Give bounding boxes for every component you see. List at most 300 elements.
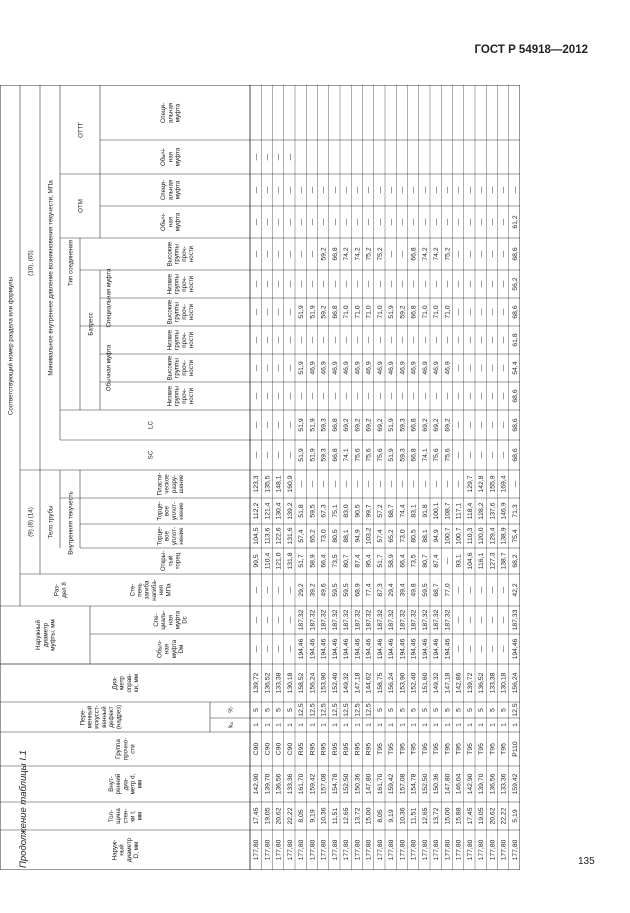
table-cell: — <box>500 645 508 653</box>
table-cell: 91,8 <box>421 504 429 518</box>
table-cell: 161,70 <box>376 773 384 795</box>
table-cell: 177,80 <box>421 839 429 861</box>
table-cell: 159,42 <box>388 773 396 795</box>
table-cell: 194,46 <box>433 638 441 660</box>
header-defect: Пере-менныйискусст-венныйдефект(надрез) <box>79 704 123 730</box>
table-cell: — <box>478 280 486 288</box>
table-cell: 194,46 <box>511 638 519 660</box>
table-cell: — <box>286 392 294 400</box>
table-cell: 146,9 <box>500 502 508 520</box>
table-cell: — <box>410 480 418 488</box>
table-cell: 71,0 <box>421 305 429 319</box>
table-cell: 1 <box>365 723 373 727</box>
table-cell: — <box>275 421 283 429</box>
table-cell: 17,45 <box>466 807 474 825</box>
table-cell: — <box>388 336 396 344</box>
table-cell: 68,7 <box>433 583 441 597</box>
table-cell: 8,05 <box>298 809 306 823</box>
table-cell: 151,60 <box>421 672 429 694</box>
table-cell: — <box>478 308 486 316</box>
table-cell: 157,08 <box>399 773 407 795</box>
header-ref-9-8-14: (9) (8) (14) <box>27 507 35 537</box>
header-otm: ОТМ <box>77 199 85 213</box>
table-cell: 9,19 <box>309 809 317 823</box>
table-cell: — <box>264 645 272 653</box>
table-cell: 65,2 <box>388 529 396 543</box>
table-cell: 71,0 <box>354 305 362 319</box>
table-cell: 138,9 <box>500 527 508 545</box>
table-cell: 66,4 <box>399 554 407 568</box>
table-cell: — <box>455 392 463 400</box>
table-cell: 187,32 <box>388 609 396 631</box>
table-cell: 80,5 <box>410 529 418 543</box>
table-cell: — <box>388 250 396 258</box>
table-cell: 177,80 <box>478 839 486 861</box>
table-cell: 12,5 <box>354 703 362 717</box>
table-cell: — <box>264 218 272 226</box>
table-cell: 59,5 <box>343 583 351 597</box>
header-inner-yield: Внутренняя текучесть <box>67 491 75 555</box>
table-cell: — <box>399 392 407 400</box>
table-cell: — <box>388 480 396 488</box>
table-cell: 46,9 <box>399 361 407 375</box>
table-cell: 71,0 <box>376 305 384 319</box>
table-cell: 112,2 <box>253 502 261 520</box>
table-cell: — <box>286 336 294 344</box>
header-plastic: Пласти-ческоеразру-шение <box>156 472 186 496</box>
table-cell: — <box>331 186 339 194</box>
table-cell: 1 <box>298 723 306 727</box>
table-cell: 117,1 <box>455 502 463 520</box>
table-cell: — <box>275 392 283 400</box>
table-cell: — <box>331 336 339 344</box>
table-cell: 12,5 <box>298 703 306 717</box>
table-cell: 187,32 <box>354 609 362 631</box>
table-cell: 61,8 <box>511 333 519 347</box>
table-cell: 136,56 <box>489 773 497 795</box>
table-cell: — <box>500 218 508 226</box>
table-cell: — <box>489 336 497 344</box>
table-cell: 177,80 <box>399 839 407 861</box>
table-cell: 104,5 <box>253 527 261 545</box>
table-cell: 147,18 <box>444 672 452 694</box>
table-cell: 194,46 <box>388 638 396 660</box>
table-cell: 5 <box>376 708 384 712</box>
table-cell: — <box>298 218 306 226</box>
table-cell: — <box>421 186 429 194</box>
table-cell: 12,5 <box>320 703 328 717</box>
table-cell: 1 <box>343 723 351 727</box>
table-cell: 42,2 <box>511 583 519 597</box>
table-cell: 59,5 <box>331 583 339 597</box>
table-cell: 177,80 <box>433 839 441 861</box>
table-cell: 133,38 <box>275 672 283 694</box>
table-cell: 150,36 <box>354 773 362 795</box>
table-cell: 127,3 <box>489 552 497 570</box>
table-cell: — <box>264 153 272 161</box>
header-closed-end: Торце-воеуплот-нение <box>156 526 186 546</box>
header-pipe-body: Тело трубы <box>47 505 55 539</box>
table-cell: 66,4 <box>320 554 328 568</box>
table-cell: 194,46 <box>421 638 429 660</box>
table-cell: — <box>264 250 272 258</box>
table-cell: — <box>354 480 362 488</box>
table-cell: 75,6 <box>365 448 373 462</box>
table-cell: 69,2 <box>365 418 373 432</box>
table-cell: 187,32 <box>309 609 317 631</box>
table-cell: 149,32 <box>343 672 351 694</box>
table-cell: 57,2 <box>376 504 384 518</box>
header-yield: Сте-пеньзагибанагиба-нияМПа <box>129 579 173 601</box>
table-cell: 51,7 <box>298 554 306 568</box>
table-cell: 71,0 <box>343 305 351 319</box>
header-low-grade-3: Низкиегруппыпроч-ности <box>166 273 196 295</box>
table-cell: 194,46 <box>376 638 384 660</box>
table-cell: 99,7 <box>365 504 373 518</box>
table-cell: 71,0 <box>365 305 373 319</box>
table-cell: 59,2 <box>320 305 328 319</box>
table-cell: T95 <box>478 743 486 755</box>
table-cell: 104,6 <box>466 552 474 570</box>
table-cell: — <box>455 616 463 624</box>
header-buttress: Батресс <box>87 312 95 336</box>
table-cell: 130,18 <box>286 672 294 694</box>
table-cell: — <box>275 218 283 226</box>
table-cell: 135,5 <box>264 475 272 493</box>
table-cell: — <box>253 364 261 372</box>
table-cell: — <box>253 308 261 316</box>
table-cell: 46,9 <box>365 361 373 375</box>
table-cell: R95 <box>309 742 317 756</box>
table-cell: R95 <box>320 742 328 756</box>
table-cell: — <box>264 308 272 316</box>
table-cell: 152,50 <box>343 773 351 795</box>
header-conn-type: Тип соединения <box>67 239 75 287</box>
table-cell: — <box>298 480 306 488</box>
table-cell: 149,32 <box>433 672 441 694</box>
table-cell: 9,19 <box>388 809 396 823</box>
table-cell: 12,65 <box>343 807 351 825</box>
table-cell: — <box>354 392 362 400</box>
table-cell: — <box>264 421 272 429</box>
table-cell: — <box>343 392 351 400</box>
table-cell: 69,2 <box>444 418 452 432</box>
table-cell: — <box>444 186 452 194</box>
table-cell: — <box>376 336 384 344</box>
table-cell: — <box>466 308 474 316</box>
table-cell: 59,3 <box>399 418 407 432</box>
table-cell: T95 <box>500 743 508 755</box>
table-cell: C90 <box>286 742 294 756</box>
table-cell: 54,4 <box>511 361 519 375</box>
table-cell: — <box>264 336 272 344</box>
table-cell: 139,72 <box>466 672 474 694</box>
table-cell: 46,9 <box>331 361 339 375</box>
header-normal-coupling: Обычная муфта <box>105 344 113 392</box>
table-cell: 5 <box>253 708 261 712</box>
table-cell: 5 <box>500 708 508 712</box>
table-cell: — <box>455 250 463 258</box>
table-cell: T95 <box>410 743 418 755</box>
table-cell: 1 <box>286 723 294 727</box>
table-cell: 147,80 <box>365 773 373 795</box>
header-kd: kₐ <box>227 722 235 728</box>
table-cell: — <box>253 451 261 459</box>
table-cell: 66,8 <box>331 247 339 261</box>
table-cell: 177,80 <box>298 839 306 861</box>
table-cell: — <box>253 421 261 429</box>
rotated-table <box>0 85 520 870</box>
table-cell: — <box>455 645 463 653</box>
table-cell: — <box>343 336 351 344</box>
table-cell: — <box>444 392 452 400</box>
table-cell: — <box>331 480 339 488</box>
standard-code: ГОСТ Р 54918—2012 <box>474 44 588 56</box>
table-cell: — <box>354 336 362 344</box>
table-cell: 139,70 <box>478 773 486 795</box>
table-cell: — <box>388 218 396 226</box>
table-cell: 177,80 <box>410 839 418 861</box>
table-cell: — <box>466 218 474 226</box>
table-cell: 177,80 <box>365 839 373 861</box>
table-cell: 8,05 <box>376 809 384 823</box>
table-cell: 22,22 <box>286 807 294 825</box>
table-cell: 74,2 <box>421 247 429 261</box>
table-cell: — <box>253 586 261 594</box>
table-cell: 56,2 <box>511 277 519 291</box>
table-cell: 94,9 <box>433 529 441 543</box>
table-cell: — <box>354 280 362 288</box>
table-cell: 194,46 <box>343 638 351 660</box>
table-cell: — <box>343 280 351 288</box>
table-cell: 58,9 <box>309 554 317 568</box>
table-cell: 66,8 <box>331 418 339 432</box>
table-cell: 75,2 <box>365 247 373 261</box>
table-cell: 68,6 <box>511 418 519 432</box>
table-cell: — <box>489 451 497 459</box>
table-cell: — <box>455 586 463 594</box>
table-cell: 131,6 <box>286 527 294 545</box>
table-cell: 67,3 <box>320 504 328 518</box>
table-cell: — <box>286 186 294 194</box>
table-cell: — <box>275 250 283 258</box>
table-cell: 83,0 <box>343 504 351 518</box>
page-number: 135 <box>578 856 595 867</box>
header-wall: Тол-щинастен-ки t,мм <box>107 808 144 824</box>
table-cell: C90 <box>253 742 261 756</box>
table-cell: 142,90 <box>253 773 261 795</box>
table-cell: 39,2 <box>309 583 317 597</box>
table-cell: — <box>478 616 486 624</box>
table-cell: 68,6 <box>511 389 519 403</box>
table-cell: 12,5 <box>331 703 339 717</box>
table-cell: — <box>253 280 261 288</box>
table-cell: 71,0 <box>444 305 452 319</box>
table-cell: 187,32 <box>421 609 429 631</box>
table-cell: 155,9 <box>489 475 497 493</box>
table-cell: 187,33 <box>511 609 519 631</box>
table-cell: 159,42 <box>511 773 519 795</box>
table-cell: — <box>286 421 294 429</box>
table-cell: 17,45 <box>253 807 261 825</box>
table-cell: 66,8 <box>410 418 418 432</box>
table-cell: 46,9 <box>354 361 362 375</box>
table-cell: 130,18 <box>500 672 508 694</box>
table-cell: 1 <box>410 723 418 727</box>
table-cell: — <box>511 186 519 194</box>
table-cell: 194,46 <box>354 638 362 660</box>
table-cell: 12,5 <box>309 703 317 717</box>
table-cell: 150,36 <box>433 773 441 795</box>
table-cell: — <box>343 218 351 226</box>
table-cell: 13,72 <box>354 807 362 825</box>
table-cell: — <box>253 645 261 653</box>
table-cell: 139,70 <box>264 773 272 795</box>
table-cell: 139,72 <box>253 672 261 694</box>
table-cell: 12,5 <box>365 703 373 717</box>
table-cell: 74,1 <box>343 448 351 462</box>
table-cell: 5 <box>410 708 418 712</box>
table-cell: 80,5 <box>331 529 339 543</box>
table-cell: — <box>478 451 486 459</box>
table-cell: 15,00 <box>444 807 452 825</box>
table-cell: 1 <box>455 723 463 727</box>
table-cell: 71,0 <box>433 305 441 319</box>
table-cell: — <box>320 336 328 344</box>
table-cell: 110,4 <box>264 552 272 570</box>
table-cell: — <box>264 392 272 400</box>
table-cell: 161,70 <box>298 773 306 795</box>
table-cell: — <box>275 451 283 459</box>
table-cell: 69,2 <box>376 418 384 432</box>
table-cell: — <box>489 308 497 316</box>
table-cell: 177,80 <box>511 839 519 861</box>
table-cell: — <box>264 616 272 624</box>
table-cell: — <box>489 586 497 594</box>
table-cell: — <box>388 392 396 400</box>
table-cell: 187,32 <box>433 609 441 631</box>
table-cell: — <box>455 421 463 429</box>
table-cell: 5 <box>455 708 463 712</box>
header-ottg-normal: Обыч-наямуфта <box>160 147 182 167</box>
table-cell: — <box>455 336 463 344</box>
table-cell: 1 <box>489 723 497 727</box>
table-cell: — <box>275 308 283 316</box>
table-cell: 80,7 <box>421 554 429 568</box>
table-cell: 177,80 <box>331 839 339 861</box>
table-cell: 51,9 <box>388 305 396 319</box>
table-cell: — <box>320 280 328 288</box>
table-cell: 57,4 <box>298 529 306 543</box>
table-cell: 154,78 <box>331 773 339 795</box>
table-cell: — <box>500 451 508 459</box>
header-coupling-normal: Обыч-наямуфтаDм <box>156 639 186 659</box>
table-cell: 160,9 <box>286 475 294 493</box>
table-cell: 1 <box>433 723 441 727</box>
table-cell: — <box>489 421 497 429</box>
table-cell: 1 <box>388 723 396 727</box>
table-cell: 123,3 <box>253 475 261 493</box>
table-cell: 29,4 <box>388 583 396 597</box>
header-high-grade: Высокиегруппыпроч-ности <box>166 355 196 381</box>
table-cell: — <box>466 616 474 624</box>
table-cell: 129,7 <box>466 475 474 493</box>
table-cell: — <box>489 392 497 400</box>
table-cell: 194,46 <box>298 638 306 660</box>
table-cell: 136,56 <box>275 773 283 795</box>
table-cell: — <box>286 451 294 459</box>
table-cell: — <box>365 218 373 226</box>
table-cell: T95 <box>444 743 452 755</box>
table-cell: 68,6 <box>511 247 519 261</box>
table-cell: 142,86 <box>455 672 463 694</box>
table-cell: 194,46 <box>320 638 328 660</box>
table-cell: 88,1 <box>421 529 429 543</box>
table-cell: — <box>410 280 418 288</box>
table-cell: 5,19 <box>511 809 519 823</box>
table-cell: T95 <box>388 743 396 755</box>
table-cell: — <box>500 336 508 344</box>
table-cell: — <box>399 280 407 288</box>
table-cell: 152,40 <box>410 672 418 694</box>
table-cell: — <box>298 336 306 344</box>
table-cell: — <box>466 186 474 194</box>
table-cell: 75,6 <box>444 448 452 462</box>
table-cell: — <box>500 250 508 258</box>
table-cell: — <box>286 250 294 258</box>
table-cell: 66,8 <box>410 448 418 462</box>
table-cell: 49,6 <box>320 583 328 597</box>
table-cell: — <box>444 218 452 226</box>
table-cell: 5 <box>264 708 272 712</box>
table-cell: — <box>320 186 328 194</box>
table-cell: 122,6 <box>275 527 283 545</box>
table-cell: — <box>489 218 497 226</box>
table-cell: — <box>264 186 272 194</box>
table-cell: 51,9 <box>388 418 396 432</box>
table-cell: 152,40 <box>331 672 339 694</box>
table-cell: 177,80 <box>500 839 508 861</box>
table-cell: — <box>478 364 486 372</box>
table-cell: 66,8 <box>410 247 418 261</box>
table-cell: 69,2 <box>343 418 351 432</box>
table-cell: — <box>275 645 283 653</box>
table-cell: 83,1 <box>410 504 418 518</box>
table-cell: 177,80 <box>354 839 362 861</box>
table-cell: 46,9 <box>410 361 418 375</box>
table-cell: 177,80 <box>388 839 396 861</box>
header-drift: Диа-метроправ-ки, мм <box>111 673 141 693</box>
table-cell: — <box>253 153 261 161</box>
table-cell: 59,3 <box>320 448 328 462</box>
table-cell: — <box>253 336 261 344</box>
table-cell: 1 <box>444 723 452 727</box>
table-cell: — <box>466 392 474 400</box>
table-cell: — <box>410 186 418 194</box>
table-cell: 153,90 <box>320 672 328 694</box>
table-cell: T95 <box>421 743 429 755</box>
table-cell: 46,9 <box>433 361 441 375</box>
table-cell: 1 <box>511 723 519 727</box>
table-cell: 130,4 <box>275 502 283 520</box>
table-cell: — <box>253 186 261 194</box>
table-cell: — <box>500 364 508 372</box>
table-cell: — <box>298 280 306 288</box>
table-cell: 29,2 <box>298 583 306 597</box>
table-cell: 177,80 <box>343 839 351 861</box>
header-pct: % <box>227 707 235 713</box>
header-section-ref: Соответствующий номер раздела или формулы <box>7 276 15 416</box>
